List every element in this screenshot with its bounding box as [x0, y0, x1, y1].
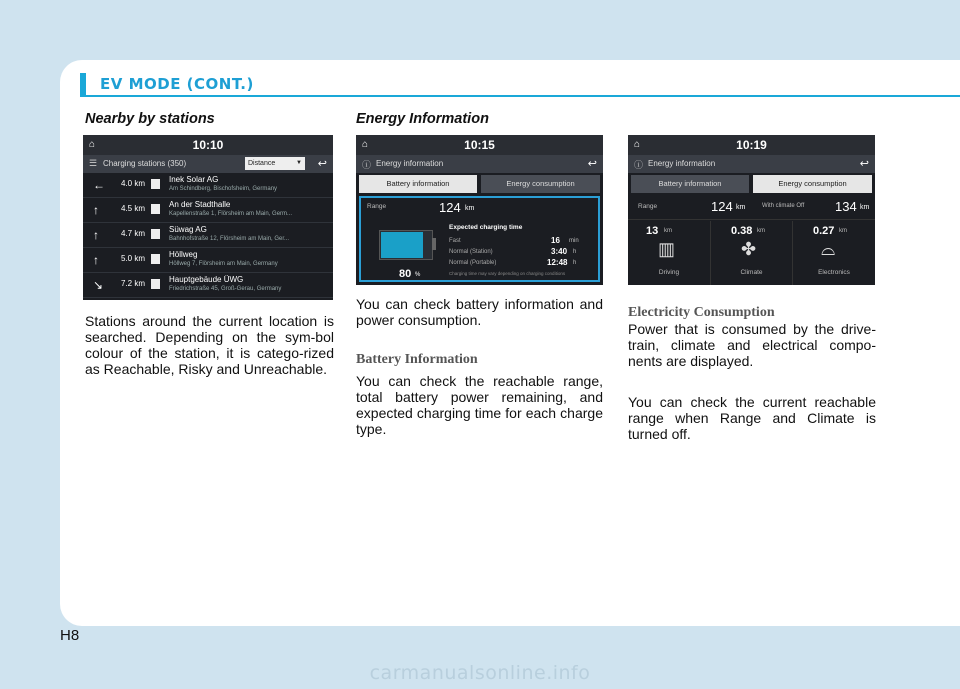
- range-unit: km: [465, 205, 475, 212]
- screen-time: 10:15: [464, 138, 495, 152]
- nearby-description: Stations around the current location is searched. Depending on the sym-bol colour of the station, it is catego-rized as Reachable, Risky and Unreachable.: [85, 313, 334, 377]
- station-row[interactable]: [83, 248, 333, 273]
- tab-battery-information[interactable]: Battery information: [631, 175, 749, 193]
- battery-percent: 80: [399, 268, 412, 280]
- station-status-icon: [151, 179, 160, 189]
- energy-heading: Energy Information: [356, 111, 489, 127]
- direction-icon: ↑: [93, 228, 99, 242]
- tab-energy-consumption[interactable]: Energy consumption: [481, 175, 600, 193]
- climate-value: 0.38: [731, 225, 753, 237]
- back-icon[interactable]: ↩: [587, 158, 597, 170]
- electricity-description: Power that is consumed by the drive-train, climate and electrical compo-nents are displayed.: [628, 321, 876, 369]
- section-title-bar: [80, 73, 960, 95]
- light-icon: ⌓: [821, 239, 836, 259]
- station-status-icon: [151, 279, 160, 289]
- driving-label: Driving: [658, 269, 680, 276]
- station-distance: 4.0 km: [121, 179, 146, 188]
- station-status-icon: [151, 254, 160, 264]
- electricity-subheading: Electricity Consumption: [628, 305, 775, 320]
- direction-icon: ←: [93, 178, 105, 192]
- chevron-down-icon: ▼: [296, 160, 302, 166]
- tab-battery-information[interactable]: Battery information: [359, 175, 477, 193]
- station-distance: 5.0 km: [121, 254, 146, 263]
- page-number: H8: [60, 627, 80, 644]
- screen-subtitle: Energy information: [648, 159, 716, 168]
- station-row[interactable]: [83, 198, 333, 223]
- range-label: Range: [638, 203, 658, 210]
- station-name: Inek Solar AG: [169, 175, 219, 184]
- electronics-unit: km: [839, 228, 847, 234]
- screen-status-bar: [83, 135, 333, 155]
- screen-subheader: [83, 155, 333, 173]
- station-address: Bahnhofstraße 12, Flörsheim am Main, Ger...: [169, 236, 290, 242]
- info-tabs: [356, 173, 603, 195]
- driving-item: [628, 221, 711, 285]
- battery-icon: [379, 230, 433, 260]
- driving-value: 13: [646, 225, 659, 237]
- station-distance: 4.5 km: [121, 204, 146, 213]
- electronics-label: Electronics: [818, 269, 850, 276]
- climate-off-value: 134: [835, 199, 857, 214]
- section-title: EV MODE (CONT.): [100, 75, 254, 93]
- station-distance: 7.2 km: [121, 279, 146, 288]
- battery-info-description: You can check the reachable range, total battery power remaining, and expected charging time for each charge type.: [356, 373, 603, 437]
- screen-time: 10:19: [736, 138, 767, 152]
- charging-note: Charging time may vary depending on charging conditions: [449, 271, 566, 276]
- sort-value: Distance: [248, 160, 276, 167]
- climate-label: Climate: [740, 269, 763, 276]
- battery-info-screen: [356, 135, 603, 285]
- screen-status-bar: [356, 135, 603, 155]
- station-unit: h: [573, 249, 577, 255]
- station-name: An der Stadthalle: [169, 200, 231, 209]
- expected-title: Expected charging time: [449, 224, 523, 231]
- screen-subtitle: Charging stations (350): [103, 159, 187, 168]
- station-status-icon: [151, 229, 160, 239]
- info-icon: ⓘ: [362, 160, 372, 170]
- station-row[interactable]: [83, 223, 333, 248]
- direction-icon: ↘: [93, 278, 104, 292]
- title-rule: [80, 95, 960, 97]
- fan-icon: ✤: [741, 239, 757, 259]
- list-icon: ☰: [89, 158, 98, 168]
- station-name: Höllweg: [169, 250, 198, 259]
- station-name: Hauptgebäude ÜWG: [169, 275, 244, 284]
- portable-value: 12:48: [547, 258, 568, 267]
- back-icon[interactable]: ↩: [859, 158, 869, 170]
- battery-panel: [359, 196, 600, 282]
- battery-info-subheading: Battery Information: [356, 352, 478, 367]
- range-row: [628, 195, 875, 220]
- station-label: Normal (Station): [449, 249, 493, 255]
- screen-subheader: [356, 155, 603, 173]
- tab-energy-consumption[interactable]: Energy consumption: [753, 175, 872, 193]
- screen-subheader: [628, 155, 875, 173]
- screen-subtitle: Energy information: [376, 159, 444, 168]
- station-distance: 4.7 km: [121, 229, 146, 238]
- climate-off-label: With climate Off: [762, 203, 805, 209]
- station-address: Kapellenstraße 1, Flörsheim am Main, Germ...: [169, 211, 293, 217]
- info-icon: ⓘ: [634, 160, 644, 170]
- range-value: 124: [711, 199, 733, 214]
- climate-unit: km: [757, 228, 765, 234]
- portable-unit: h: [573, 260, 577, 266]
- battery-terminal: [432, 238, 436, 250]
- wheel-icon: ▥: [658, 239, 676, 259]
- station-status-icon: [151, 204, 160, 214]
- percent-unit: %: [415, 272, 421, 278]
- back-icon[interactable]: ↩: [317, 158, 327, 170]
- driving-unit: km: [664, 228, 672, 234]
- range-climate-description: You can check the current reachable range when Range and Climate is turned off.: [628, 394, 876, 442]
- climate-off-unit: km: [860, 204, 870, 211]
- battery-fill: [381, 232, 423, 258]
- watermark[interactable]: carmanualsonline.info: [369, 662, 591, 684]
- fast-value: 16: [551, 236, 560, 245]
- sort-dropdown[interactable]: [245, 157, 305, 170]
- fast-label: Fast: [449, 238, 461, 244]
- station-address: Friedrichstraße 45, Groß-Gerau, Germany: [169, 286, 282, 292]
- station-row[interactable]: [83, 173, 333, 198]
- portable-label: Normal (Portable): [449, 260, 497, 266]
- energy-description: You can check battery information and power consumption.: [356, 296, 603, 328]
- station-name: Süwag AG: [169, 225, 207, 234]
- charging-stations-screen: [83, 135, 333, 300]
- home-icon[interactable]: ⌂: [362, 139, 369, 150]
- energy-consumption-screen: [628, 135, 875, 285]
- direction-icon: ↑: [93, 203, 99, 217]
- electronics-item: [793, 221, 875, 285]
- station-address: Höllweg 7, Flörsheim am Main, Germany: [169, 261, 278, 267]
- climate-item: [711, 221, 793, 285]
- range-label: Range: [367, 203, 387, 210]
- fast-unit: min: [569, 238, 579, 244]
- range-unit: km: [736, 204, 746, 211]
- electronics-value: 0.27: [813, 225, 835, 237]
- title-marker: [80, 73, 86, 95]
- home-icon[interactable]: ⌂: [634, 139, 641, 150]
- nearby-heading: Nearby by stations: [85, 111, 215, 127]
- screen-status-bar: [628, 135, 875, 155]
- screen-time: 10:10: [192, 138, 224, 152]
- direction-icon: ↑: [93, 253, 99, 267]
- info-tabs: [628, 173, 875, 195]
- station-value: 3:40: [551, 247, 568, 256]
- range-value: 124: [439, 200, 461, 215]
- station-row[interactable]: [83, 273, 333, 298]
- station-address: Am Schindberg, Bischofsheim, Germany: [169, 186, 278, 192]
- home-icon[interactable]: ⌂: [89, 139, 96, 150]
